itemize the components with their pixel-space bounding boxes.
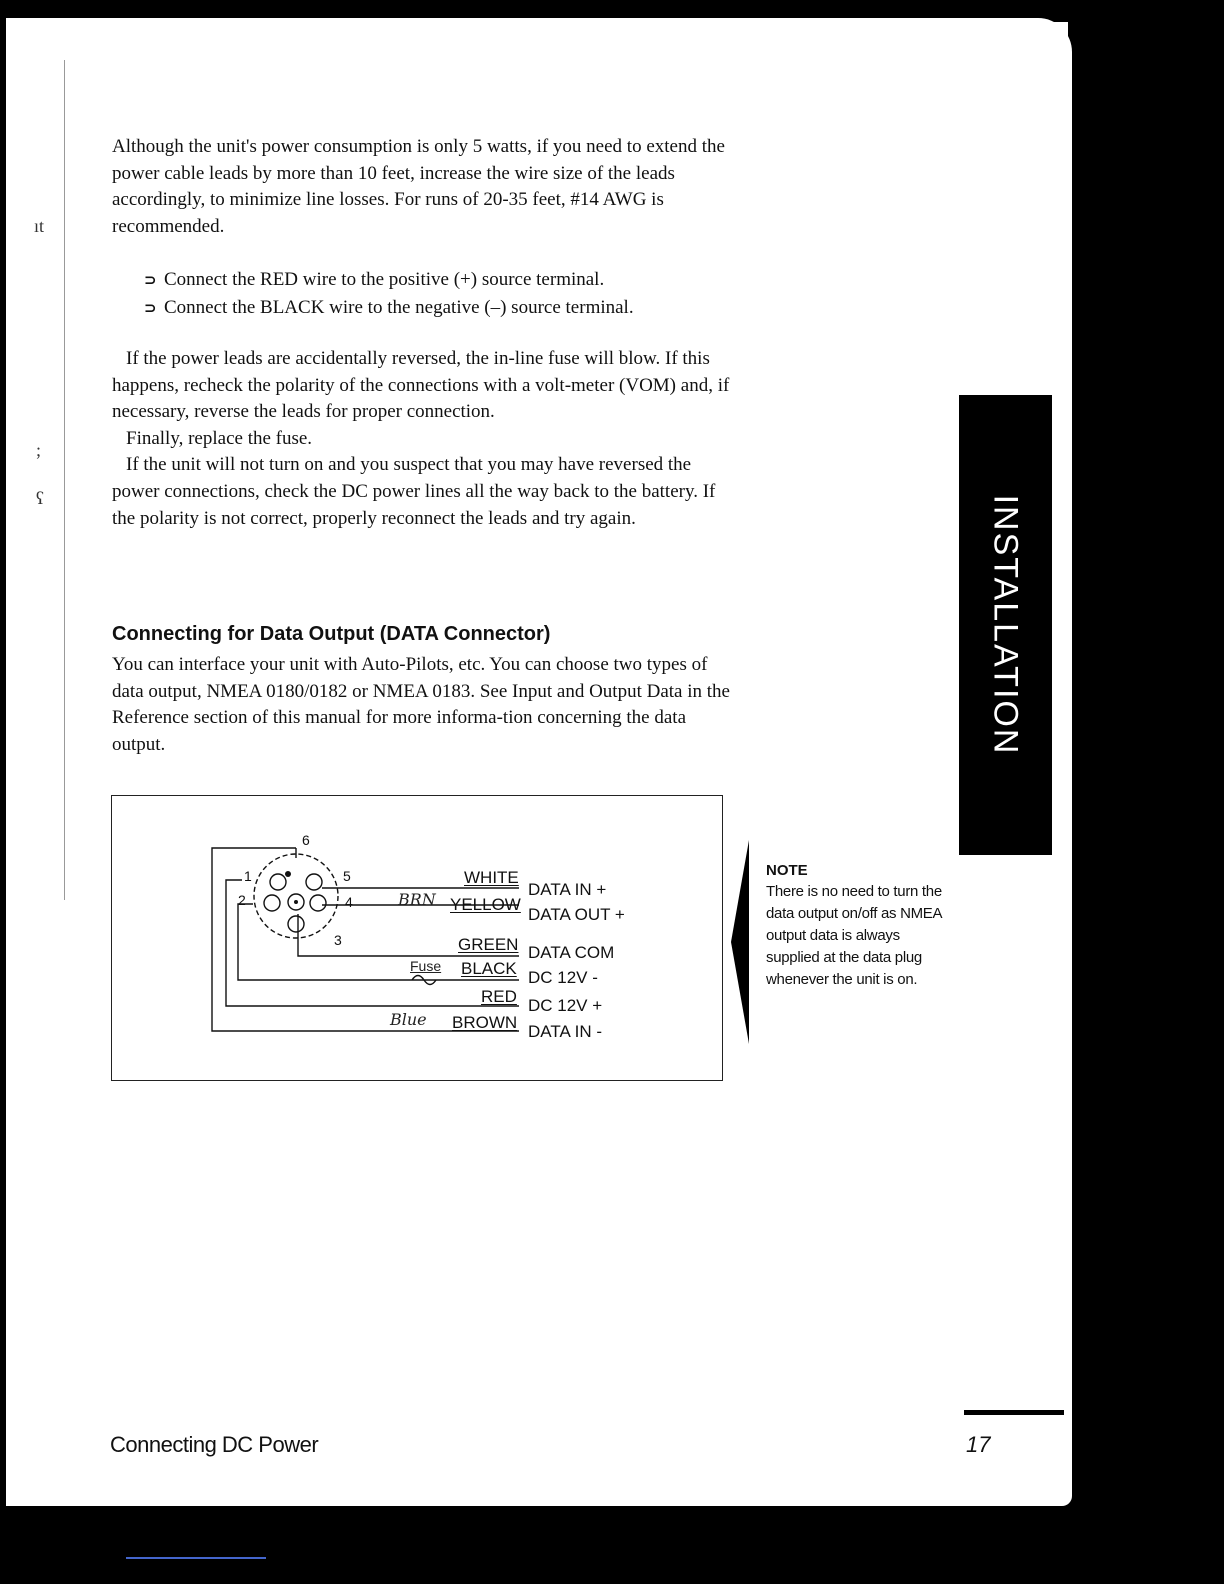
section-paragraph: You can interface your unit with Auto-Pilots, etc. You can choose two types of data output, NMEA 0180/0182 or NMEA 0183. See Input and Output Data in the Reference section of this manual for more informa-tion concerning the data output.: [112, 654, 730, 755]
bullet-item: [144, 294, 634, 322]
pin-5: [306, 874, 322, 890]
signal-data-com: DATA COM: [528, 943, 615, 962]
connector-housing: [254, 854, 338, 938]
footer-rule: [964, 1410, 1064, 1415]
fuse-label: Fuse: [410, 958, 442, 974]
note-pointer-arrow-icon: [731, 840, 755, 1044]
pin-label-2: 2: [238, 892, 246, 908]
side-tab-label: INSTALLATION: [986, 494, 1025, 756]
pin-label-3: 3: [334, 932, 342, 948]
handwritten-blue: Blue: [390, 1010, 427, 1029]
signal-dc-minus: DC 12V -: [528, 968, 598, 987]
manual-page: [6, 18, 1072, 1506]
intro-paragraph-block: [112, 134, 732, 240]
connector-wiring-svg: [112, 796, 724, 1082]
bullet-item: [144, 266, 634, 294]
paragraph-not-on: If the unit will not turn on and you suspect that you may have reversed the power connections, check the DC power lines all the way back to the battery. If the polarity is not correct, properly reconnect the leads and try again.: [112, 454, 716, 529]
signal-dc-plus: DC 12V +: [528, 996, 603, 1015]
bullet-text-black: Connect the BLACK wire to the negative (–) source terminal.: [164, 297, 634, 318]
center-dot: [294, 900, 298, 904]
note-callout: [766, 862, 956, 991]
wire-label-brown: BROWN: [452, 1013, 518, 1032]
bullet-arrow-icon: ⊃: [144, 271, 157, 289]
polarity-paragraphs: [112, 346, 732, 532]
intro-paragraph: Although the unit's power consumption is only 5 watts, if you need to extend the power cable leads by more than 10 feet, increase the wire size of the leads accordingly, to minimize line losses. For runs of 20-35 feet, #14 AWG is recommended.: [112, 136, 725, 237]
connection-bullets: [144, 266, 634, 322]
pin-3: [288, 916, 304, 932]
pin-1: [270, 874, 286, 890]
note-text: There is no need to turn the data output on/off as NMEA output data is always supplied at the data plug whenever the unit is on.: [766, 883, 942, 988]
handwritten-brn: BRN: [398, 890, 436, 909]
margin-mark-3: ʕ: [36, 488, 44, 508]
wire-label-white: WHITE: [464, 868, 519, 887]
footer-section-title: Connecting DC Power: [110, 1432, 319, 1457]
wire-label-black: BLACK: [461, 959, 517, 978]
pin-label-6: 6: [302, 832, 310, 848]
section-paragraph-block: [112, 652, 732, 758]
pin-4: [310, 895, 326, 911]
key-dot: [285, 871, 291, 877]
wire-label-red: RED: [481, 987, 517, 1006]
note-title: NOTE: [766, 862, 808, 879]
paragraph-finally: Finally, replace the fuse.: [126, 427, 313, 449]
page-number: 17: [966, 1432, 991, 1457]
pin-label-4: 4: [345, 894, 353, 910]
wire-label-green: GREEN: [458, 935, 519, 954]
data-connector-diagram: [111, 795, 723, 1081]
side-tab: [959, 395, 1052, 855]
paragraph-reversed: If the power leads are accidentally reversed, the in-line fuse will blow. If this happens, recheck the polarity of the connections with a volt-meter (VOM) and, if necessary, reverse the leads for proper connection.: [112, 348, 730, 423]
pin-label-5: 5: [343, 868, 351, 884]
bullet-text-red: Connect the RED wire to the positive (+) source terminal.: [164, 269, 605, 290]
bottom-underline: [126, 1557, 266, 1559]
signal-data-out-plus: DATA OUT +: [528, 905, 625, 924]
section-heading: Connecting for Data Output (DATA Connector): [112, 623, 551, 645]
wire-label-yellow: YELLOW: [450, 895, 521, 914]
signal-data-in-plus: DATA IN +: [528, 880, 607, 899]
signal-data-in-minus: DATA IN -: [528, 1022, 602, 1041]
pin-label-1: 1: [244, 868, 252, 884]
margin-mark-1: ıt: [34, 216, 45, 236]
bullet-arrow-icon: ⊃: [144, 299, 157, 317]
scan-border-right: [1068, 0, 1224, 1584]
margin-mark-2: ;: [36, 440, 42, 460]
pin-2: [264, 895, 280, 911]
gutter-line: [64, 60, 65, 900]
scan-border-bottom: [0, 1502, 1224, 1584]
